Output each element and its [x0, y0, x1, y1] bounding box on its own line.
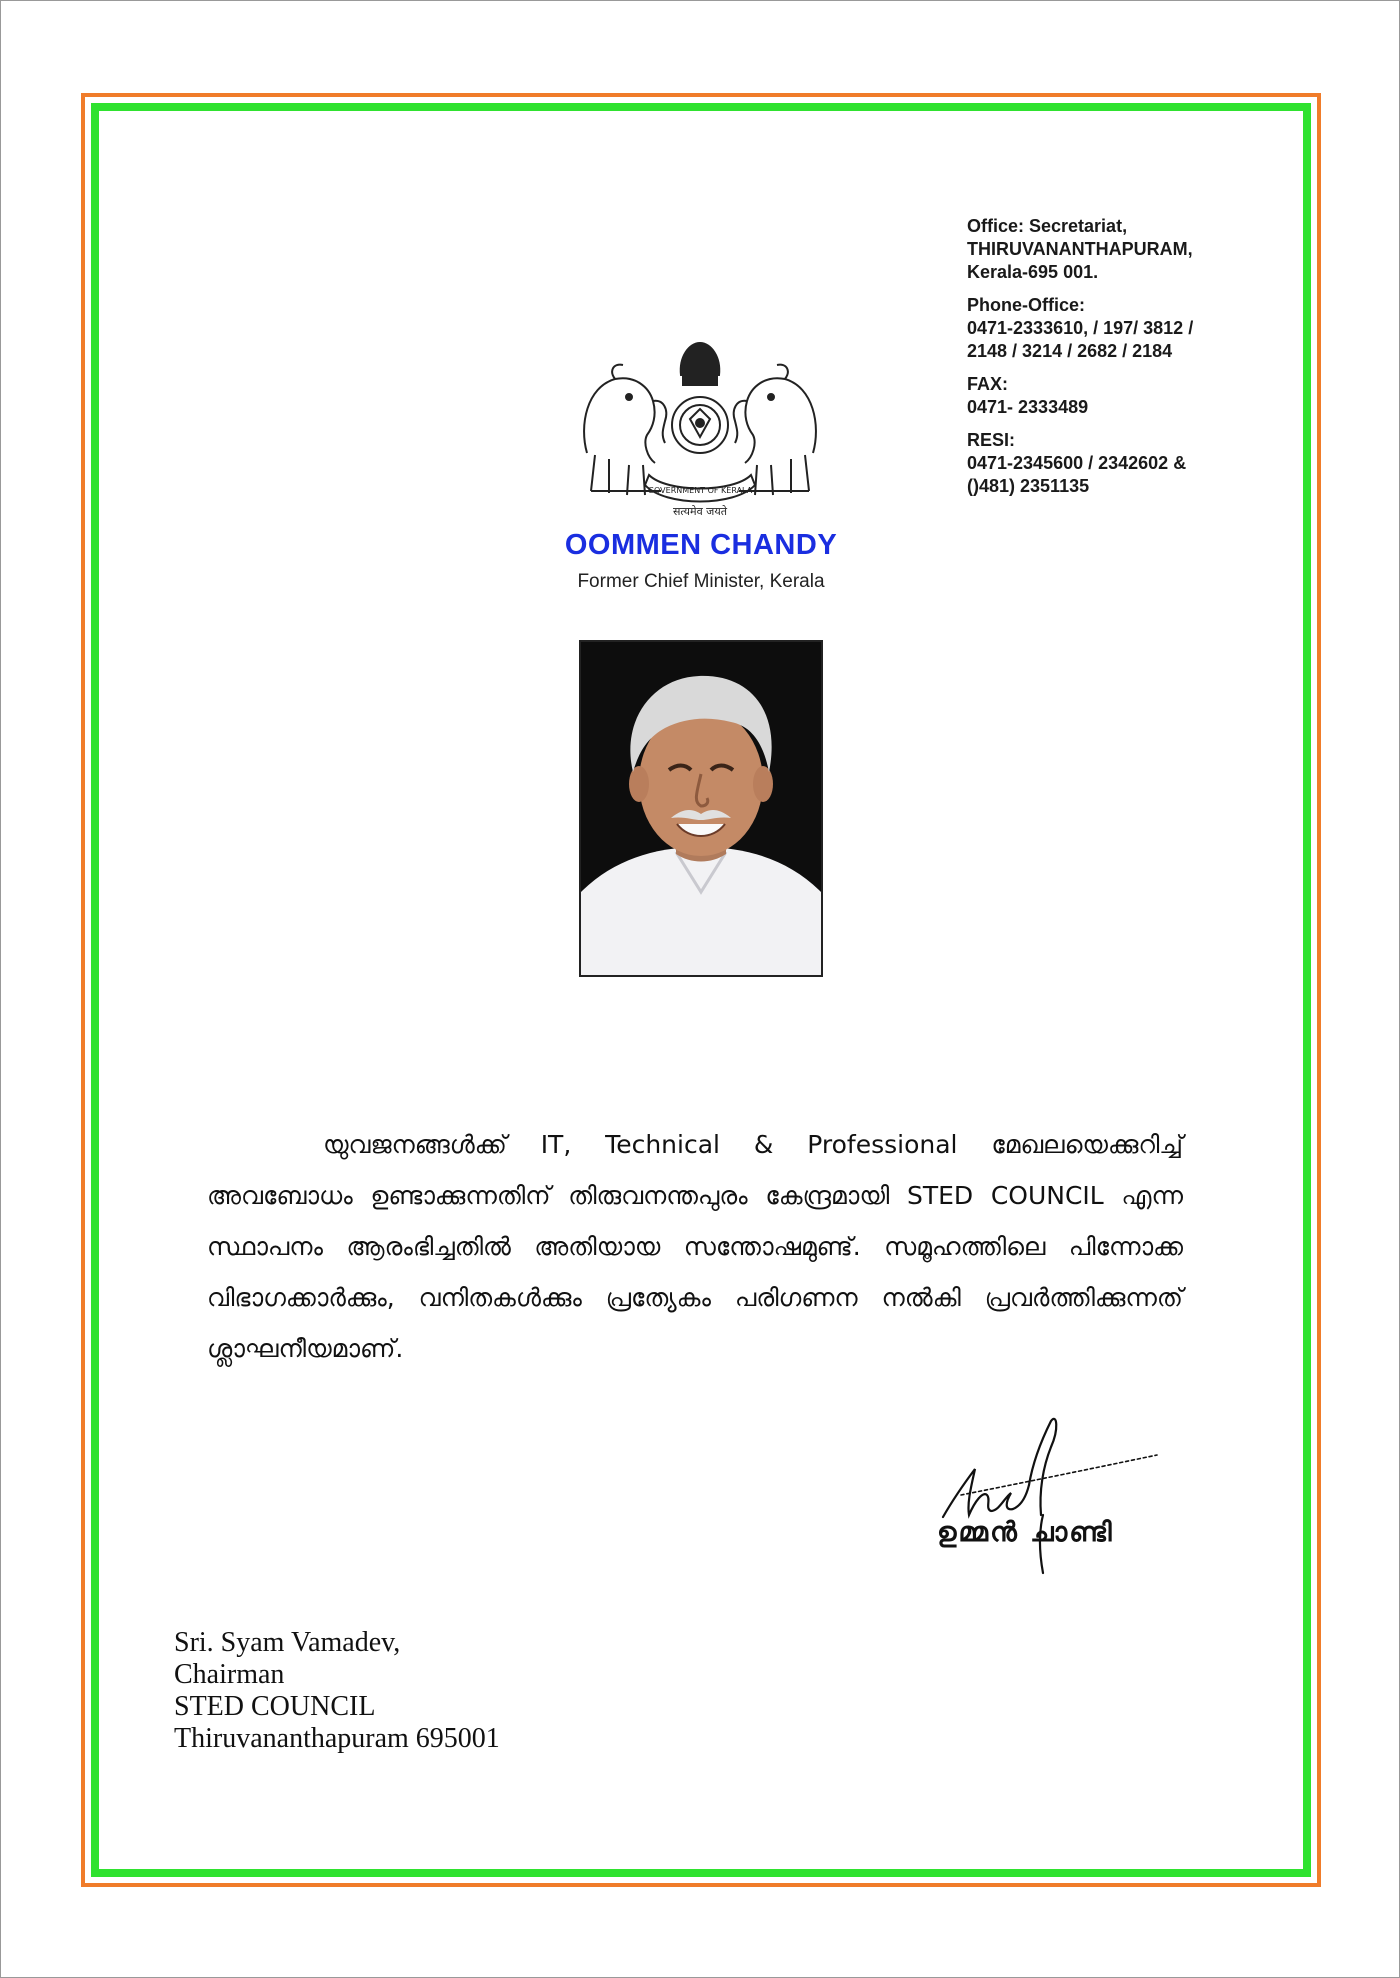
phone-line: 0471-2333610, / 197/ 3812 / — [967, 318, 1194, 338]
message-paragraph: യുവജനങ്ങൾക്ക് IT, Technical & Professional മേഖലയെക്കുറിച്ച് അവബോധം ഉണ്ടാക്കുന്നതിന് തിരുവനന്തപുരം കേന്ദ്രമായി STED COUNCIL എന്ന സ്ഥാപനം ആരംഭിച്ചതിൽ അതിയായ സന്തോഷമുണ്ട്. സമൂഹത്തിലെ പിന്നോക്ക വിഭാഗക്കാർക്കും, വനിതകൾക്കും പ്രത്യേകം പരിഗണന നൽകി പ്രവർത്തിക്കുന്നത് ശ്ലാഘനീയമാണ്. — [207, 1130, 1183, 1363]
recipient-address — [174, 1627, 674, 1755]
handwritten-signature-icon — [931, 1411, 1171, 1581]
phone-line: Phone-Office: — [967, 295, 1086, 315]
address-line: Thiruvananthapuram 695001 — [174, 1723, 500, 1754]
person-designation: Former Chief Minister, Kerala — [577, 571, 825, 592]
address-line: Sri. Syam Vamadev, — [174, 1627, 401, 1658]
fax-block — [967, 373, 1297, 419]
fax-line: 0471- 2333489 — [967, 397, 1089, 417]
phone-line: 2148 / 3214 / 2682 / 2184 — [967, 341, 1173, 361]
kerala-emblem-icon — [569, 335, 831, 521]
signatory-name: ഉമ്മൻ ചാണ്ടി — [937, 1517, 1114, 1548]
residence-block — [967, 429, 1297, 498]
office-line: Kerala-695 001. — [967, 262, 1099, 282]
contact-details — [967, 215, 1297, 508]
svg-text:GOVERNMENT OF KERALA: GOVERNMENT OF KERALA — [647, 486, 753, 495]
phone-block — [967, 294, 1297, 363]
office-line: Office: Secretariat, — [967, 216, 1128, 236]
office-address-block — [967, 215, 1297, 284]
person-name: OOMMEN CHANDY — [564, 529, 838, 561]
address-line: STED COUNCIL — [174, 1691, 376, 1722]
portrait-photo — [579, 640, 823, 977]
fax-line: FAX: — [967, 374, 1009, 394]
residence-line: ()481) 2351135 — [967, 476, 1090, 496]
residence-line: RESI: — [967, 430, 1016, 450]
svg-text:सत्यमेव जयते: सत्यमेव जयते — [672, 505, 728, 518]
address-line: Chairman — [174, 1659, 285, 1690]
office-line: THIRUVANANTHAPURAM, — [967, 239, 1193, 259]
residence-line: 0471-2345600 / 2342602 & — [967, 453, 1187, 473]
